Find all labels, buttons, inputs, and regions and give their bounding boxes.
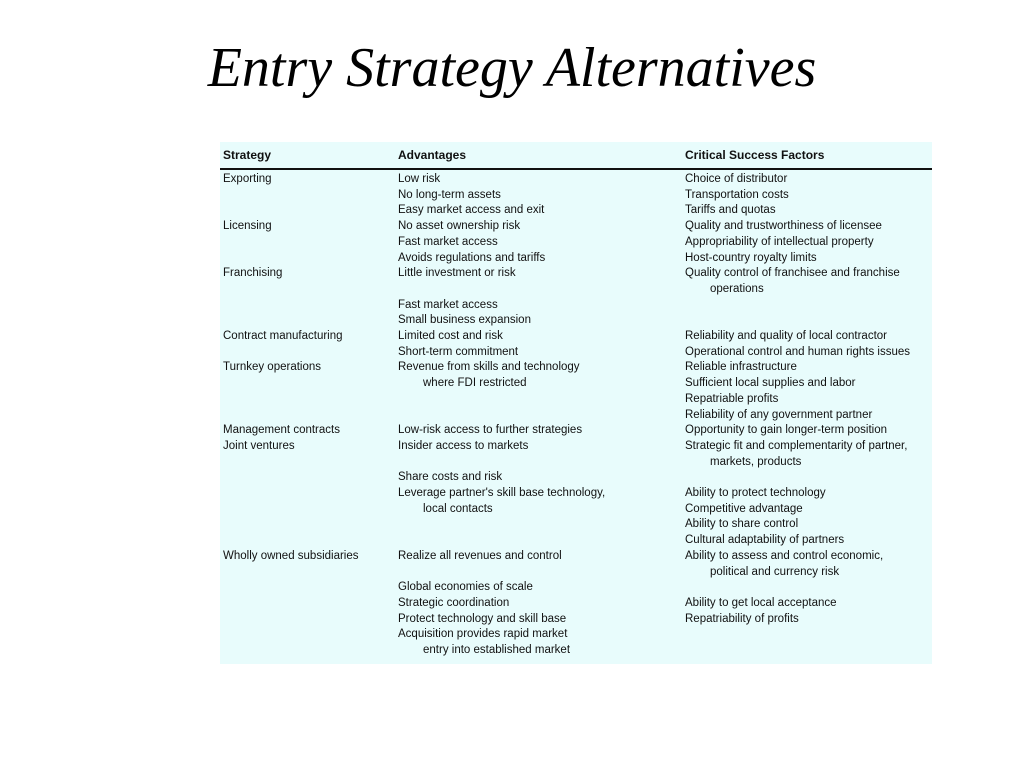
success-factor-line: Repatriable profits <box>685 392 779 405</box>
success-factor-line: political and currency risk <box>710 565 840 578</box>
advantage-line: Acquisition provides rapid market <box>398 628 568 641</box>
success-factor-line: Appropriability of intellectual property <box>685 235 874 248</box>
advantage-line: Strategic coordination <box>398 596 510 609</box>
column-header-critical-success-factors: Critical Success Factors <box>685 148 825 162</box>
advantage-line: Easy market access and exit <box>398 204 545 217</box>
advantage-line: Revenue from skills and technology <box>398 361 580 374</box>
advantage-line: Little investment or risk <box>398 267 516 280</box>
column-header-strategy: Strategy <box>223 148 272 162</box>
table-header-row <box>220 142 932 170</box>
strategy-cell: Franchising <box>223 267 283 280</box>
success-factor-line: Quality control of franchisee and franchise <box>685 267 900 280</box>
advantage-line: local contacts <box>423 502 493 515</box>
slide-title: Entry Strategy Alternatives <box>207 37 817 99</box>
success-factor-line: operations <box>710 282 764 295</box>
success-factor-line: Ability to assess and control economic, <box>685 549 884 562</box>
advantage-line: No asset ownership risk <box>398 220 521 233</box>
success-factor-line: Ability to protect technology <box>685 487 826 499</box>
success-factor-line: Operational control and human rights issues <box>685 345 911 358</box>
strategy-cell: Joint ventures <box>223 439 295 452</box>
advantage-line: Avoids regulations and tariffs <box>398 251 546 264</box>
strategy-cell: Contract manufacturing <box>223 330 343 342</box>
success-factor-line: Opportunity to gain longer-term position <box>685 424 887 437</box>
success-factor-line: Ability to share control <box>685 518 799 531</box>
success-factor-line: Reliability of any government partner <box>685 408 873 421</box>
success-factor-line: markets, products <box>710 455 802 468</box>
success-factor-line: Choice of distributor <box>685 173 788 185</box>
advantage-line: Low-risk access to further strategies <box>398 424 583 437</box>
success-factor-line: Cultural adaptability of partners <box>685 534 845 547</box>
strategy-cell: Licensing <box>223 220 272 233</box>
strategy-cell: Exporting <box>223 173 272 185</box>
column-header-advantages: Advantages <box>398 148 467 162</box>
entry-strategy-table <box>220 142 932 664</box>
strategy-cell: Wholly owned subsidiaries <box>223 549 359 562</box>
advantage-line: Global economies of scale <box>398 581 533 594</box>
success-factor-line: Host-country royalty limits <box>685 251 817 264</box>
advantage-line: Limited cost and risk <box>398 330 503 342</box>
strategy-cell: Management contracts <box>223 424 340 437</box>
success-factor-line: Reliable infrastructure <box>685 361 797 374</box>
advantage-line: No long-term assets <box>398 188 501 201</box>
success-factor-line: Reliability and quality of local contractor <box>685 330 887 342</box>
success-factor-line: Strategic fit and complementarity of partner, <box>685 439 908 452</box>
advantage-line: Share costs and risk <box>398 471 503 484</box>
advantage-line: entry into established market <box>423 644 571 656</box>
strategy-cell: Turnkey operations <box>223 361 322 374</box>
advantage-line: Short-term commitment <box>398 345 519 358</box>
advantage-line: where FDI restricted <box>423 377 527 390</box>
advantage-line: Fast market access <box>398 298 498 311</box>
success-factor-line: Transportation costs <box>685 188 789 201</box>
advantage-line: Small business expansion <box>398 314 531 327</box>
success-factor-line: Repatriability of profits <box>685 612 799 625</box>
success-factor-line: Quality and trustworthiness of licensee <box>685 220 882 233</box>
success-factor-line: Tariffs and quotas <box>685 204 776 217</box>
success-factor-line: Sufficient local supplies and labor <box>685 377 856 390</box>
advantage-line: Protect technology and skill base <box>398 612 567 625</box>
advantage-line: Realize all revenues and control <box>398 549 562 562</box>
advantage-line: Low risk <box>398 173 441 185</box>
advantage-line: Insider access to markets <box>398 439 529 452</box>
success-factor-line: Ability to get local acceptance <box>685 596 837 609</box>
success-factor-line: Competitive advantage <box>685 502 803 515</box>
advantage-line: Fast market access <box>398 235 498 248</box>
advantage-line: Leverage partner's skill base technology, <box>398 487 606 499</box>
